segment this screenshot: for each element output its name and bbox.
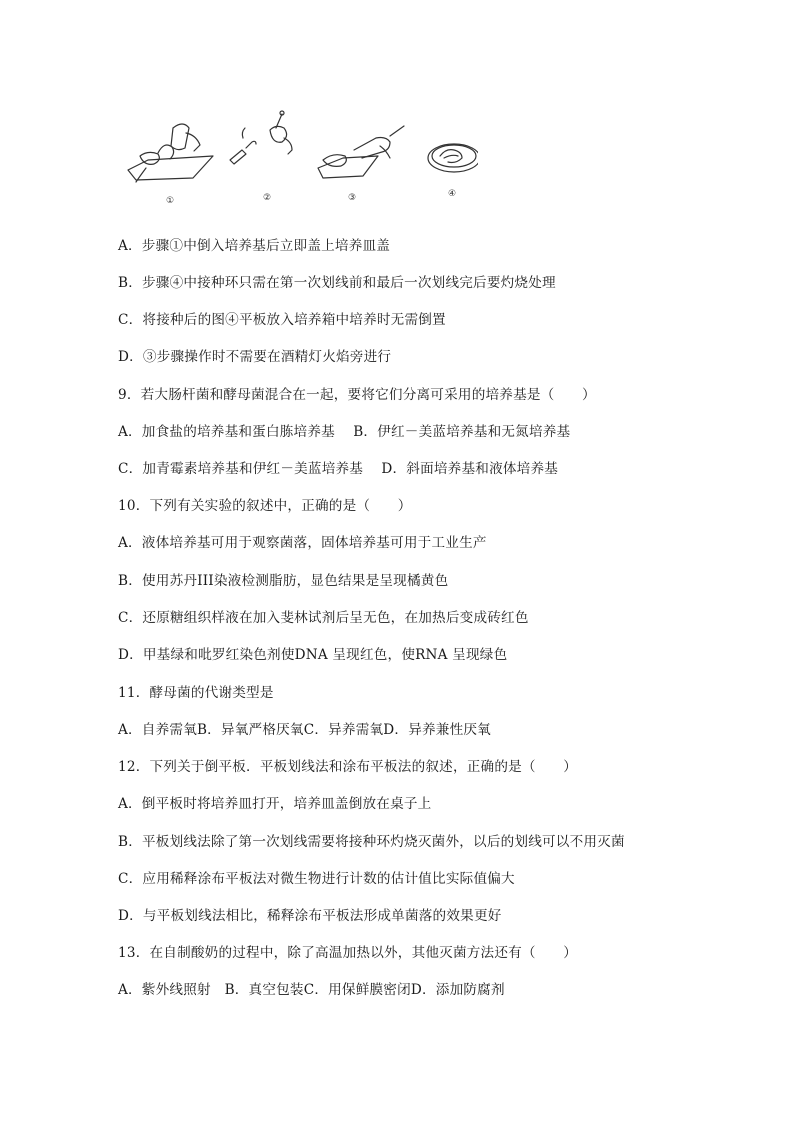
option-line: A．液体培养基可用于观察菌落，固体培养基可用于工业生产 xyxy=(118,535,487,551)
option-line: A．自养需氧B．异氧严格厌氧C．异养需氧D．异养兼性厌氧 xyxy=(118,722,491,738)
streak-plate-steps-illustration xyxy=(118,108,478,210)
option-line: C．加青霉素培养基和伊红－美蓝培养基 D．斜面培养基和液体培养基 xyxy=(118,461,559,477)
option-line: A．紫外线照射 B．真空包装C．用保鲜膜密闭D．添加防腐剂 xyxy=(118,982,505,998)
figure-label-3: ③ xyxy=(348,193,357,203)
question-stem: 9．若大肠杆菌和酵母菌混合在一起，要将它们分离可采用的培养基是（ ） xyxy=(118,387,596,403)
question-stem: 13．在自制酸奶的过程中，除了高温加热以外，其他灭菌方法还有（ ） xyxy=(118,945,578,961)
option-line: C．应用稀释涂布平板法对微生物进行计数的估计值比实际值偏大 xyxy=(118,871,515,887)
option-line: D．甲基绿和吡罗红染色剂使DNA 呈现红色，使RNA 呈现绿色 xyxy=(118,647,508,663)
option-line: A．步骤①中倒入培养基后立即盖上培养皿盖 xyxy=(118,238,391,254)
experiment-figure xyxy=(118,108,478,210)
option-line: A．倒平板时将培养皿打开，培养皿盖倒放在桌子上 xyxy=(118,796,432,812)
option-line: D．与平板划线法相比，稀释涂布平板法形成单菌落的效果更好 xyxy=(118,908,502,924)
option-line: C．将接种后的图④平板放入培养箱中培养时无需倒置 xyxy=(118,312,446,328)
figure-label-2: ② xyxy=(263,193,272,203)
question-stem: 11．酵母菌的代谢类型是 xyxy=(118,685,274,701)
option-line: B．步骤④中接种环只需在第一次划线前和最后一次划线完后要灼烧处理 xyxy=(118,275,556,291)
figure-label-4: ④ xyxy=(448,189,457,199)
option-line: C．还原糖组织样液在加入斐林试剂后呈无色，在加热后变成砖红色 xyxy=(118,610,529,626)
option-line: B．平板划线法除了第一次划线需要将接种环灼烧灭菌外，以后的划线可以不用灭菌 xyxy=(118,834,625,850)
option-line: B．使用苏丹III染液检测脂肪，显色结果是呈现橘黄色 xyxy=(118,573,449,589)
figure-label-1: ① xyxy=(166,196,175,206)
question-stem: 10．下列有关实验的叙述中，正确的是（ ） xyxy=(118,498,412,514)
option-line: D．③步骤操作时不需要在酒精灯火焰旁进行 xyxy=(118,349,392,365)
question-stem: 12．下列关于倒平板．平板划线法和涂布平板法的叙述，正确的是（ ） xyxy=(118,759,578,775)
option-line: A．加食盐的培养基和蛋白胨培养基 B．伊红－美蓝培养基和无氮培养基 xyxy=(118,424,571,440)
